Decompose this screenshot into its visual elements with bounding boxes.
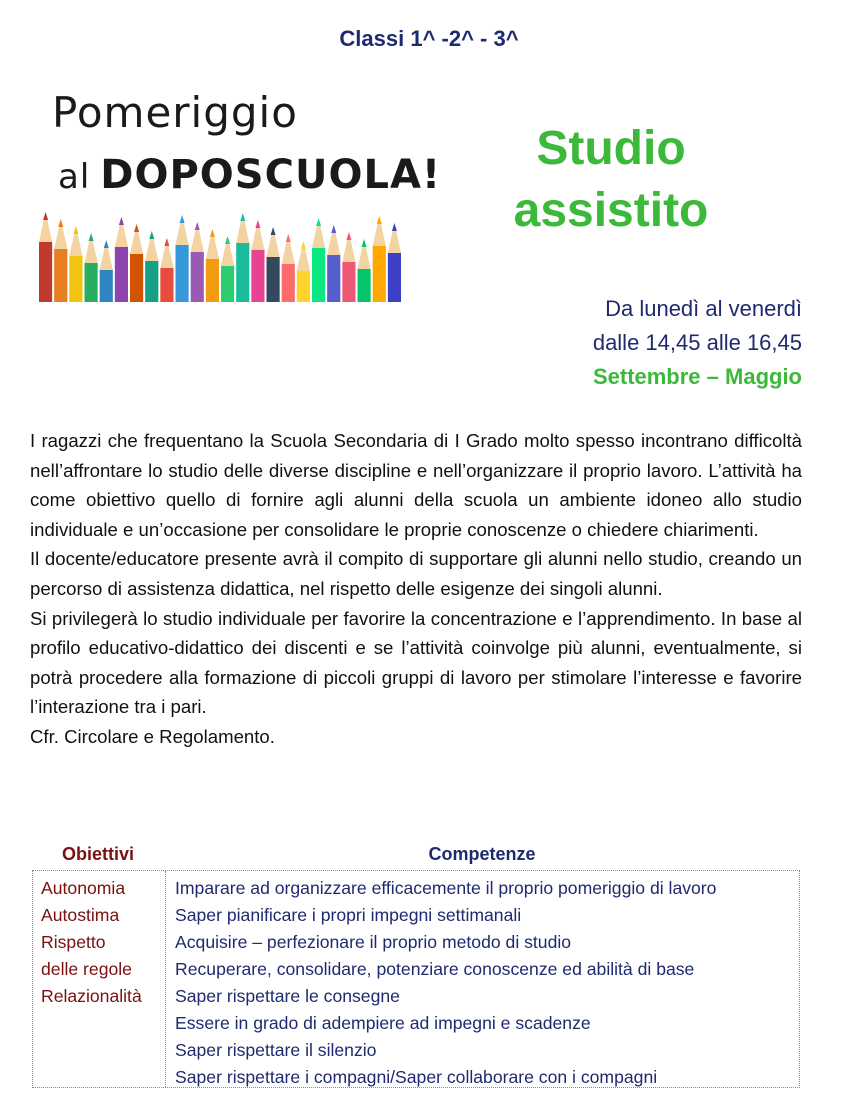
competence-item: Saper pianificare i propri impegni settimanali [175,905,522,925]
schedule-block [593,292,802,394]
competence-item: Saper rispettare il silenzio [175,1040,377,1060]
objectives-competences-table [32,838,800,1088]
banner-line-2-main: DOPOSCUOLA! [100,152,442,198]
competence-item: Recuperare, consolidare, potenziare conoscenze ed abilità di base [175,959,695,979]
title-line-1: Studio [536,122,686,175]
paragraph-2: Il docente/educatore presente avrà il compito di supportare gli alunni nello studio, creando un percorso di assistenza didattica, nel rispetto delle esigenze dei singoli alunni. [30,548,802,599]
pencil-shape [54,219,67,302]
banner-line-2-prefix: al [58,157,91,197]
objective-item: Autonomia [41,878,126,898]
schedule-months: Settembre – Maggio [592,364,802,389]
doposcuola-banner [38,82,442,302]
pencil-shape [236,213,249,302]
pencil-shape [206,229,219,302]
objectives-column [33,871,166,1087]
pencil-shape [176,215,189,302]
title-line-2: assistito [513,184,709,237]
classes-heading: Classi 1^ -2^ - 3^ [339,26,519,51]
header-objectives: Obiettivi [61,843,134,864]
pencil-shape [115,217,128,302]
banner-line-1: Pomeriggio [52,88,298,137]
pencil-shape [282,234,295,302]
competence-item: Acquisire – perfezionare il proprio metodo di studio [175,932,572,952]
pencil-shape [388,223,401,302]
pencil-shape [221,236,234,302]
page-title [480,118,742,242]
paragraph-1: I ragazzi che frequentano la Scuola Secondaria di I Grado molto spesso incontrano difficoltà nell’affrontare lo studio delle diverse discipline e nell’organizzare il proprio lavoro. L’attività ha come obiettivo quello di fornire agli alunni della scuola un ambiente idoneo allo studio individuale e un’occasione per consolidare le proprie conoscenze o chiedere chiarimenti. [30,430,802,540]
paragraph-4: Cfr. Circolare e Regolamento. [30,725,275,747]
pencil-shape [69,226,82,302]
pencil-shape [312,218,325,302]
pencil-shape [297,241,310,302]
pencil-shape [342,232,355,302]
table-body [32,870,800,1088]
header-competences: Competenze [428,843,536,864]
competence-item: Saper rispettare i compagni/Saper collaborare con i compagni [175,1067,658,1087]
competence-item: Essere in grado di adempiere ad impegni e scadenze [175,1013,591,1033]
pencil-shape [267,227,280,302]
pencil-shape [145,231,158,302]
pencil-shape [251,220,264,302]
competence-item: Imparare ad organizzare efficacemente il proprio pomeriggio di lavoro [175,878,717,898]
banner-title [38,82,442,212]
competence-item: Saper rispettare le consegne [175,986,400,1006]
pencil-shape [327,225,340,302]
objective-item: Autostima [41,905,120,925]
pencil-shape [373,216,386,302]
schedule-hours: dalle 14,45 alle 16,45 [592,330,802,355]
competences-column [166,871,799,1087]
pencil-shape [100,240,113,302]
objective-item: Rispetto [41,932,106,952]
pencil-shape [39,212,52,302]
description-text [30,426,802,752]
pencil-shape [160,238,173,302]
banner-line-2 [58,152,441,198]
objective-item: delle regole [41,959,132,979]
pencil-shape [358,239,371,302]
paragraph-3: Si privilegerà lo studio individuale per favorire la concentrazione e l’apprendimento. In base al profilo educativo-didattico dei discenti e se l’attività coinvolge più alunni, eventualmente, si potrà procedere alla formazione di piccoli gruppi di lavoro per stimolare l’interesse e favorire l’interazione tra i pari. [30,607,802,718]
pencil-shape [191,222,204,302]
schedule-days: Da lunedì al venerdì [605,296,802,321]
table-header-row [32,838,800,870]
objective-item: Relazionalità [41,986,142,1006]
pencil-shape [130,224,143,302]
pencil-shape [85,233,98,302]
